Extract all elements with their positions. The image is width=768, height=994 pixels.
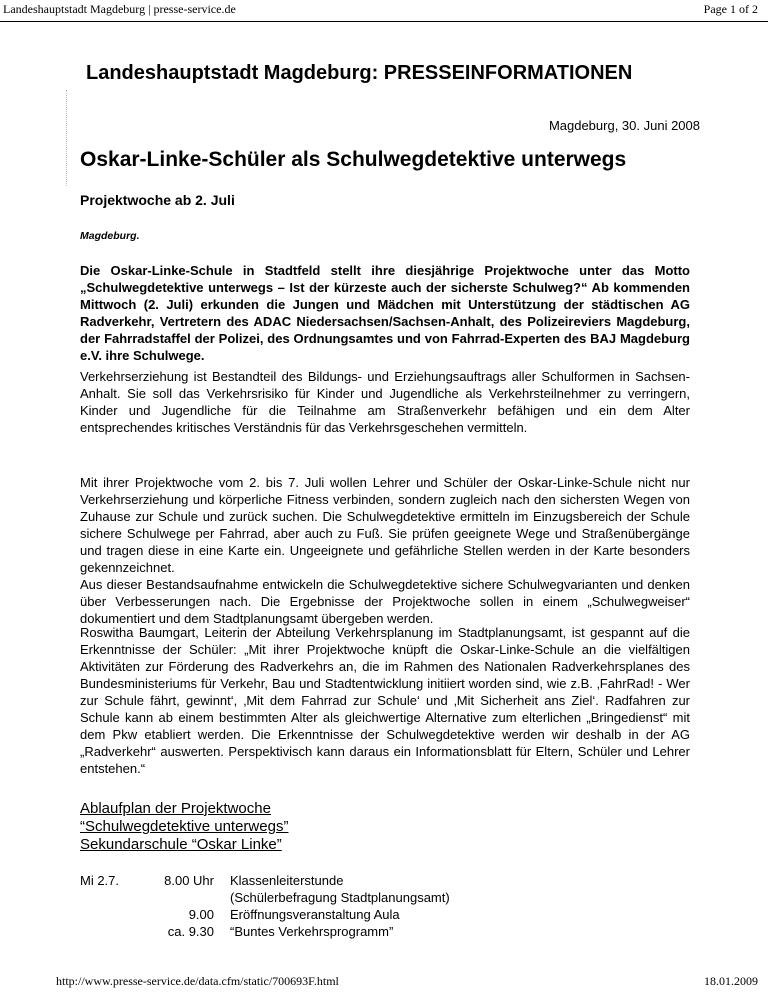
print-footer-date: 18.01.2009	[704, 974, 758, 988]
print-header-title: Landeshauptstadt Magdeburg | presse-service.de	[3, 2, 236, 16]
article-place: Magdeburg.	[80, 230, 140, 242]
print-footer-url: http://www.presse-service.de/data.cfm/static/700693F.html	[56, 974, 339, 988]
schedule-time-2: 9.00	[188, 907, 214, 922]
print-footer	[0, 968, 768, 994]
body-paragraph-2a: Mit ihrer Projektwoche vom 2. bis 7. Juli wollen Lehrer und Schüler der Oskar-Linke-Schule nicht nur Verkehrserziehung und körperliche Fitness verbinden, sondern zugleich nach den sichersten Wegen von Zuhause zur Schule und zurück suchen. Die Schulwegdetektive ermitteln im Einzugsbereich der Schule sichere Schulwege per Fahrrad, aber auch zu Fuß. Sie prüfen geeignete Wege und Straßenübergänge und tragen diese in eine Karte ein. Ungeeignete und gefährliche Stellen werden in der Karte besonders gekennzeichnet.	[80, 475, 690, 575]
schedule-title	[80, 800, 288, 854]
print-header	[0, 0, 768, 22]
body-paragraph-2	[80, 474, 690, 627]
dateline: Magdeburg, 30. Juni 2008	[548, 118, 700, 133]
schedule-item-2: Eröffnungsveranstaltung Aula	[230, 907, 400, 922]
header-divider	[0, 21, 768, 22]
schedule-item-1: Klassenleiterstunde	[230, 873, 344, 888]
body-paragraph-3: Roswitha Baumgart, Leiterin der Abteilung Verkehrsplanung im Stadtplanungsamt, ist gespannt auf die Erkenntnisse der Schüler: „Mit ihrer Projektwoche knüpft die Oskar-Linke-Schule an die vielfältigen Aktivitäten zur Förderung des Radverkehrs an, die im Rahmen des Nationalen Radverkehrsplanes des Bundesministeriums für Verkehr, Bau und Stadtentwicklung initiiert worden sind, wie z.B. ‚FahrRad! - Wer zur Schule fährt, gewinnt‘, ‚Mit dem Fahrrad zur Schule‘ und ‚Mit Sicherheit ans Ziel‘. Radfahren zur Schule kann ab einem bestimmten Alter als gleichwertige Alternative zum elterlichen „Bringedienst“ mit dem Pkw etabliert werden. Die Erkenntnisse der Schulwegdetektive werden wir deshalb in der AG „Radverkehr“ auswerten. Perspektivisch kann daraus ein Informationsblatt für Eltern, Schüler und Lehrer entstehen.“	[80, 625, 690, 776]
article-subheadline: Projektwoche ab 2. Juli	[80, 192, 235, 208]
lead-paragraph: Die Oskar-Linke-Schule in Stadtfeld stellt ihre diesjährige Projektwoche unter das Motto „Schulwegdetektive unterwegs – Ist der kürzeste auch der sicherste Schulweg?“ Ab kommenden Mittwoch (2. Juli) erkunden die Jungen und Mädchen mit Unterstützung der städtischen AG Radverkehr, Vertretern des ADAC Niedersachsen/Sachsen-Anhalt, des Polizeireviers Magdeburg, der Fahrradstaffel der Polizei, des Ordnungsamtes und von Fahrrad-Experten des BAJ Magdeburg e.V. ihre Schulwege.	[80, 263, 690, 363]
schedule-time-3: ca. 9.30	[167, 924, 214, 939]
schedule-title-line-2: “Schulwegdetektive unterwegs”	[80, 818, 289, 835]
article-headline: Oskar-Linke-Schüler als Schulwegdetektive unterwegs	[80, 148, 627, 171]
body-paragraph-2b: Aus dieser Bestandsaufnahme entwickeln die Schulwegdetektive sichere Schulwegvarianten und denken über Verbesserungen nach. Die Ergebnisse der Projektwoche sollen in einem „Schulwegweiser“ dokumentiert und dem Stadtplanungsamt übergeben werden.	[80, 577, 690, 626]
schedule-title-line-1: Ablaufplan der Projektwoche	[80, 800, 271, 817]
schedule-item-3: “Buntes Verkehrsprogramm”	[230, 924, 394, 939]
schedule-times	[134, 872, 214, 940]
margin-rule	[66, 90, 67, 186]
body-paragraph-1: Verkehrserziehung ist Bestandteil des Bildungs- und Erziehungsauftrags aller Schulformen in Sachsen-Anhalt. Sie soll das Verkehrsrisiko für Kinder und Jugendliche als Verkehrsteilnehmer zu verringern, Kinder und Jugendliche für die Teilnahme am Straßenverkehr befähigen und ein dem Alter entsprechendes kritisches Verständnis für das Verkehrsgeschehen vermitteln.	[80, 369, 690, 435]
schedule-title-line-3: Sekundarschule “Oskar Linke”	[80, 836, 282, 853]
schedule-day: Mi 2.7.	[80, 873, 120, 888]
masthead-title: Landeshauptstadt Magdeburg: PRESSEINFORMATIONEN	[86, 62, 633, 84]
schedule-items	[230, 872, 450, 940]
schedule-item-1-note: (Schülerbefragung Stadtplanungsamt)	[230, 890, 450, 905]
print-header-page: Page 1 of 2	[703, 2, 758, 16]
schedule-time-1: 8.00 Uhr	[164, 873, 214, 888]
